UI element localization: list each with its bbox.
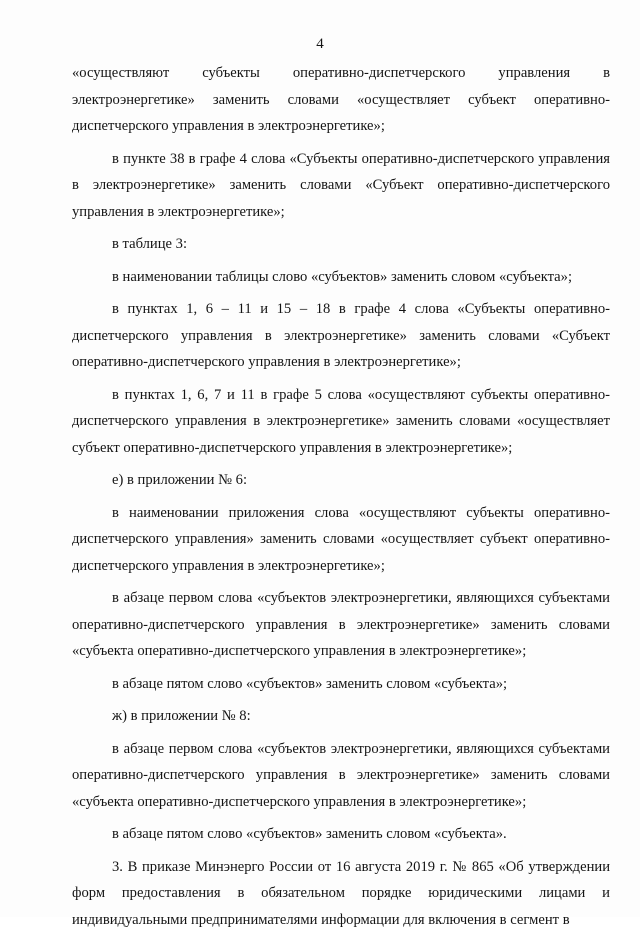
- paragraph-3: в таблице 3:: [112, 236, 188, 252]
- paragraph-13: в абзаце пятом слово «субъектов» заменить словом «субъекта».: [112, 826, 507, 842]
- paragraph-7: е) в приложении № 6:: [112, 472, 248, 488]
- paragraph-2: в пункте 38 в графе 4 слова «Субъекты оперативно-диспетчерского управления в электроэнергетике» заменить словами «Субъект оперативно-диспетчерского управления в электроэнергетике»;: [72, 150, 610, 220]
- paragraph-4: в наименовании таблицы слово «субъектов» заменить словом «субъекта»;: [112, 268, 573, 285]
- page-number: 4: [316, 36, 324, 52]
- paragraph-12: в абзаце первом слова «субъектов электроэнергетики, являющихся субъектами оперативно-диспетчерского управления в электроэнергетике» заменить словами «субъекта оперативно-диспетчерского управления в электроэнергетике»;: [72, 740, 610, 810]
- paragraph-11: ж) в приложении № 8:: [112, 708, 251, 724]
- paragraph-14: 3. В приказе Минэнерго России от 16 августа 2019 г. № 865 «Об утверждении форм предоставления в обязательном порядке юридическими лицами и индивидуальными предпринимателями информации для включения в сегмент в: [72, 858, 610, 928]
- paragraph-8: в наименовании приложения слова «осуществляют субъекты оперативно-диспетчерского управления» заменить словами «осуществляет субъект оперативно-диспетчерского управления в электроэнергетике»;: [72, 504, 610, 574]
- paragraph-5: в пунктах 1, 6 – 11 и 15 – 18 в графе 4 слова «Субъекты оперативно-диспетчерского управления в электроэнергетике» заменить словами «Субъект оперативно-диспетчерского управления в электроэнергетике»;: [72, 301, 610, 370]
- paragraph-9: в абзаце первом слова «субъектов электроэнергетики, являющихся субъектами оперативно-диспетчерского управления в электроэнергетике» заменить словами «субъекта оперативно-диспетчерского управления в электроэнергетике»;: [72, 590, 610, 659]
- paragraph-6: в пунктах 1, 6, 7 и 11 в графе 5 слова «осуществляют субъекты оперативно-диспетчерского управления в электроэнергетике» заменить словами «осуществляет субъект оперативно-диспетчерского управления в электроэнергетике»;: [72, 386, 610, 456]
- paragraph-1: «осуществляют субъекты оперативно-диспетчерского управления в электроэнергетике» заменить словами «осуществляет субъект оперативно-диспетчерского управления в электроэнергетике»;: [72, 65, 610, 134]
- paragraph-10: в абзаце пятом слово «субъектов» заменить словом «субъекта»;: [112, 675, 508, 692]
- document-body: [72, 60, 610, 939]
